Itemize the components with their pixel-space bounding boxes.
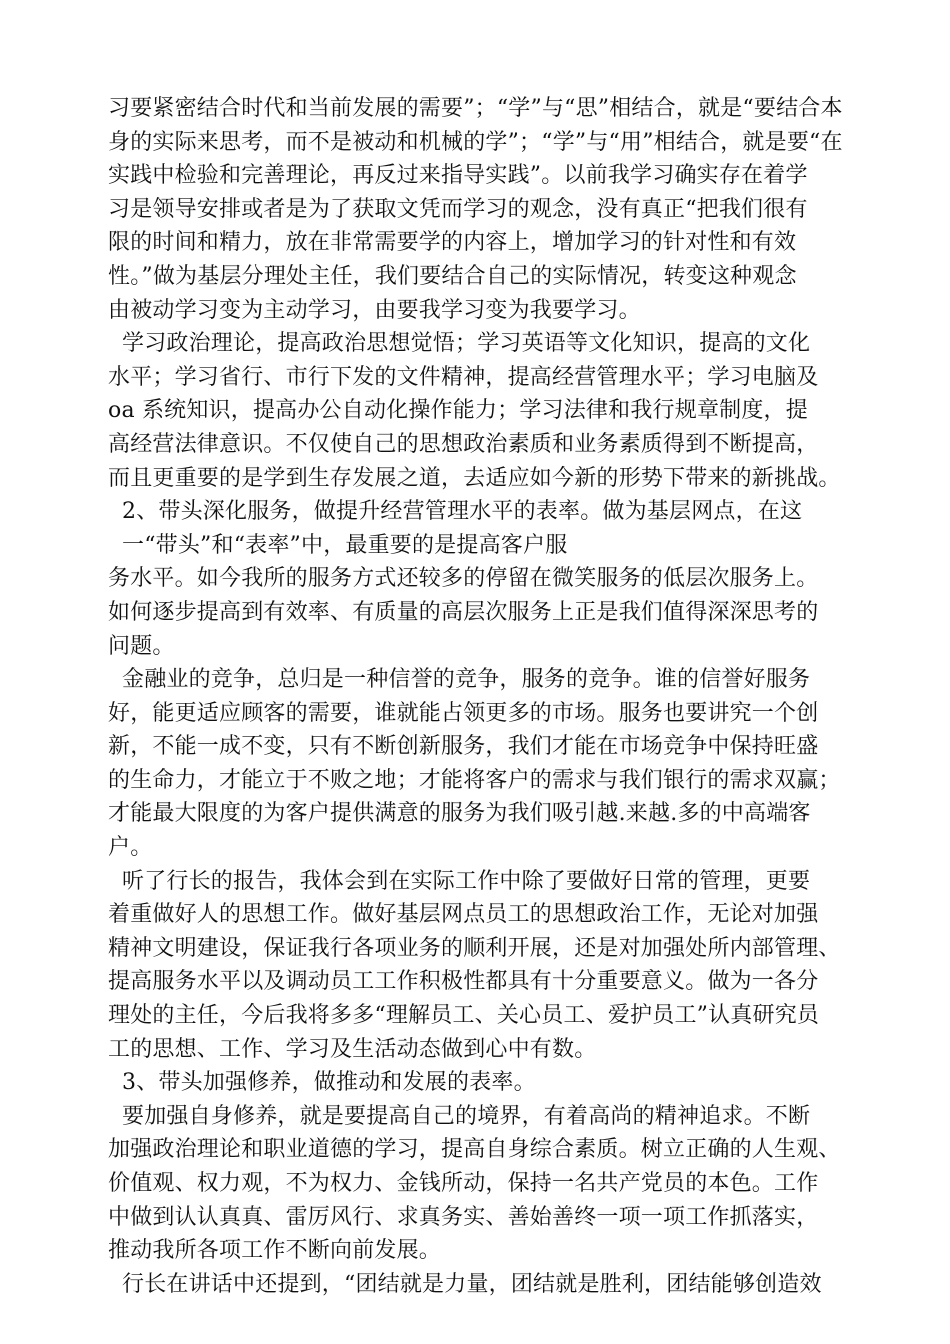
text-line: 由被动学习变为主动学习，由要我学习变为我要学习。 [108, 297, 641, 323]
paragraph-start-line: 听了行长的报告，我体会到在实际工作中除了要做好日常的管理，更要 [122, 868, 811, 894]
text-line: 新，不能一成不变，只有不断创新服务，我们才能在市场竞争中保持旺盛 [108, 734, 819, 760]
text-line: 的生命力，才能立于不败之地；才能将客户的需求与我们银行的需求双赢； [108, 767, 841, 793]
paragraph-start-line: 金融业的竞争，总归是一种信誉的竞争，服务的竞争。谁的信誉好服务 [122, 667, 811, 693]
text-line: 身的实际来思考，而不是被动和机械的学”；“学”与“用”相结合，就是要“在 [108, 129, 843, 155]
text-line: 习是领导安排或者是为了获取文凭而学习的观念，没有真正“把我们很有 [108, 196, 808, 222]
text-line: 推动我所各项工作不断向前发展。 [108, 1238, 442, 1264]
text-line: 工的思想、工作、学习及生活动态做到心中有数。 [108, 1036, 597, 1062]
body-text [108, 92, 888, 1301]
text-line: 户。 [108, 835, 153, 861]
text-line: 而且更重要的是学到生存发展之道，去适应如今新的形势下带来的新挑战。 [108, 465, 841, 491]
text-line: 高经营法律意识。不仅使自己的思想政治素质和业务素质得到不断提高， [108, 431, 819, 457]
text-line: 好，能更适应顾客的需要，谁就能占领更多的市场。服务也要讲究一个创 [108, 700, 819, 726]
text-line: 着重做好人的思想工作。做好基层网点员工的思想政治工作，无论对加强 [108, 902, 819, 928]
text-line: 水平；学习省行、市行下发的文件精神，提高经营管理水平；学习电脑及 [108, 364, 819, 390]
text-line: 才能最大限度的为客户提供满意的服务为我们吸引越.来越.多的中高端客 [108, 801, 811, 827]
text-line: 限的时间和精力，放在非常需要学的内容上，增加学习的针对性和有效 [108, 230, 797, 256]
text-line: 价值观、权力观，不为权力、金钱所动，保持一名共产党员的本色。工作 [108, 1171, 819, 1196]
paragraph-start-line: 行长在讲话中还提到，“团结就是力量，团结就是胜利，团结能够创造效 [122, 1271, 822, 1297]
text-line: 习要紧密结合时代和当前发展的需要”；“学”与“思”相结合，就是“要结合本 [108, 96, 843, 121]
text-line: 精神文明建设，保证我行各项业务的顺利开展，还是对加强处所内部管理、 [108, 935, 841, 961]
text-line: oa 系统知识，提高办公自动化操作能力；学习法律和我行规章制度，提 [108, 398, 808, 424]
text-line: 提高服务水平以及调动员工工作积极性都具有十分重要意义。做为一各分 [108, 969, 819, 995]
text-line: 理处的主任，今后我将多多“理解员工、关心员工、爱护员工”认真研究员 [108, 1003, 820, 1029]
paragraph-start-line: 学习政治理论，提高政治思想觉悟；学习英语等文化知识，提高的文化 [122, 331, 811, 357]
text-line: 实践中检验和完善理论，再反过来指导实践”。以前我学习确实存在着学 [108, 163, 808, 189]
text-line: 性。”做为基层分理处主任，我们要结合自己的实际情况，转变这种观念 [108, 263, 797, 289]
text-line: 加强政治理论和职业道德的学习，提高自身综合素质。树立正确的人生观、 [108, 1137, 841, 1163]
text-line: 问题。 [108, 633, 175, 659]
text-line: 如何逐步提高到有效率、有质量的高层次服务上正是我们值得深深思考的 [108, 599, 819, 625]
text-line: 中做到认认真真、雷厉风行、求真务实、善始善终一项一项工作抓落实， [108, 1204, 819, 1230]
text-line: 一“带头”和“表率”中，最重要的是提高客户服 [122, 532, 568, 558]
text-line: 务水平。如今我所的服务方式还较多的停留在微笑服务的低层次服务上。 [108, 566, 819, 592]
section-heading-line: 2、带头深化服务，做提升经营管理水平的表率。做为基层网点，在这 [122, 499, 803, 525]
section-heading-line: 3、带头加强修养，做推动和发展的表率。 [122, 1070, 536, 1096]
paragraph-start-line: 要加强自身修养，就是要提高自己的境界，有着高尚的精神追求。不断 [122, 1103, 811, 1129]
